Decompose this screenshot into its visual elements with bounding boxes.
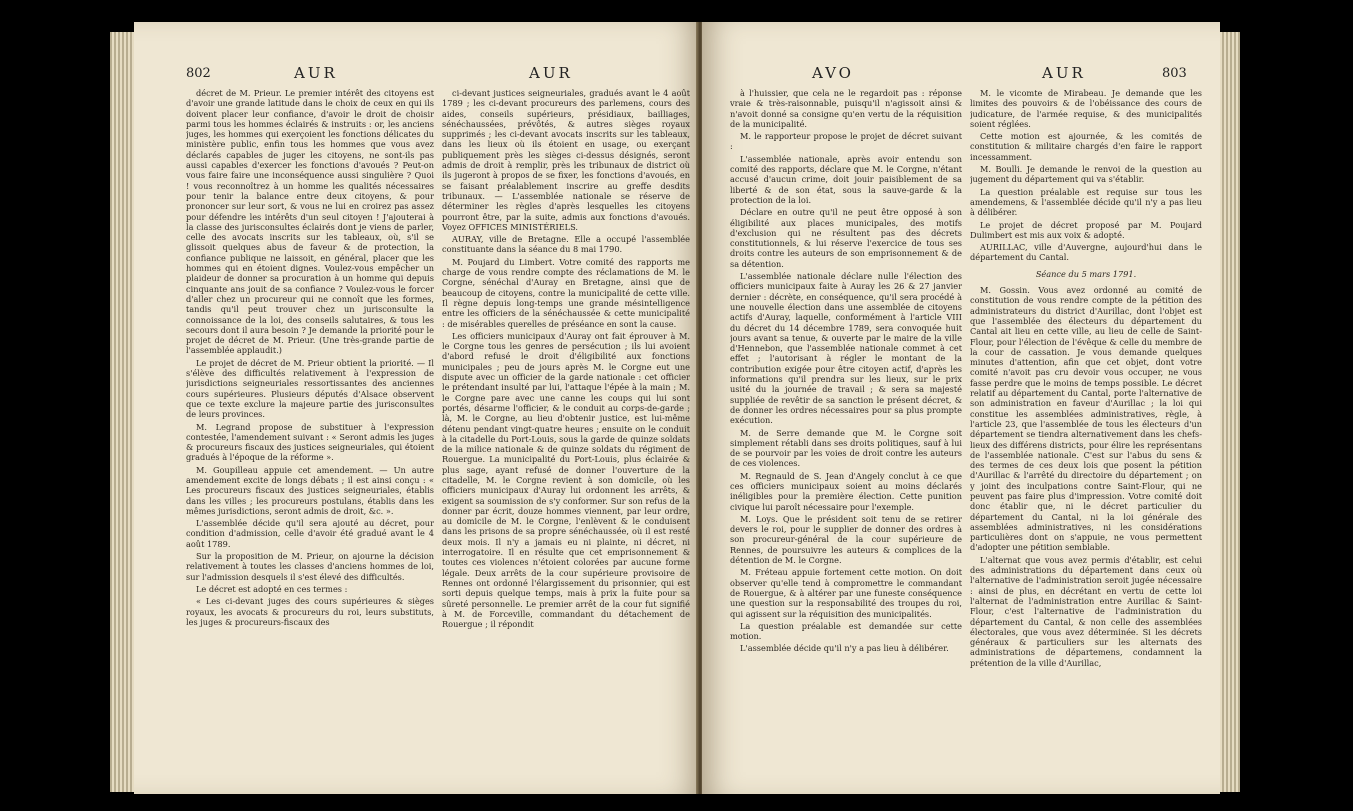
paragraph: M. Gossin. Vous avez ordonné au comité de constitution de vous rendre compte de la pétition des administrateurs du district d'Aurillac, dont l'objet est que l'assemblée des électeurs du département du Cantal ait lieu en cette ville, au lieu de celle de Saint-Flour, pour l'élection de l'évêque & celle du membre de la cour de cassation. Je vous demande quelques minutes d'attention, afin que cet objet, dont votre comité n'avoit pas cru devoir vous occuper, ne vous fasse perdre que le moins de temps possible. Le décret relatif au département du Cantal, porte l'alternative de son administration en faveur d'Aurillac ; la loi qui constitue les assemblées administratives, règle, à l'article 23, que l'assemblée de tous les électeurs d'un département se tiendra alternativement dans les chefs-lieux des différens districts, pour élire les représentans de l'assemblée nationale. C'est sur l'abus du sens & des termes de ces deux lois que posent la pétition d'Aurillac & l'arrêté du directoire du département ; on y joint des inculpations contre Saint-Flour, qui ne peuvent pas faire plus d'impression. Votre comité doit donc établir que, ni le décret particulier du département du Cantal, ni la loi générale des assemblées administratives, ni les considérations particulières dont on s'appuie, ne vous permettent d'adopter une pétition semblable.: [970, 285, 1202, 553]
paragraph: à l'huissier, que cela ne le regardoit pas : réponse vraie & très-raisonnable, puisqu'il n'agissoit ainsi & n'avoit donné sa consigne qu'en vertu de la réquisition de la municipalité.: [730, 88, 962, 129]
paragraph: La question préalable est demandée sur cette motion.: [730, 620, 962, 642]
text-column-left-2: [442, 88, 690, 788]
paragraph: AURILLAC, ville d'Auvergne, aujourd'hui dans le département du Cantal.: [970, 242, 1202, 263]
paragraph: Le décret est adopté en ces termes :: [196, 583, 348, 594]
paragraph: M. Legrand propose de substituer à l'expression contestée, l'amendement suivant : « Seront admis les juges & procureurs fiscaux des justices seigneuriales, qui étoient gradués à l'époque de la réforme ».: [186, 421, 434, 463]
paragraph: M. Loys. Que le président soit tenu de se retirer devers le roi, pour le supplier de donner des ordres à son procureur-général de la cour supérieure de Rennes, de poursuivre les auteurs & complices de la détention de M. le Corgne.: [730, 513, 962, 566]
paragraph: Les officiers municipaux d'Auray ont fait éprouver à M. le Corgne tous les genres de persécution ; ils lui avoient d'abord refusé le droit d'éligibilité aux fonctions municipales ; peu de jours après M. le Corgne eut une dispute avec un officier de la garde nationale : cet officier le prétendant insulté par lui, l'attaque l'épée à la main ; M. le Corgne pare avec une canne les coups qui lui sont portés, désarme l'officier, & le conduit au corps-de-garde ; là, M. le Corgne, au lieu d'obtenir justice, est lui-même détenu pendant vingt-quatre heures ; ensuite on le conduit à la citadelle du Port-Louis, sous la garde de quinze soldats de la milice nationale & de quinze soldats du régiment de Rouergue. La municipalité du Port-Louis, plus éclairée & plus sage, ayant refusé de donner l'ouverture de la citadelle, M. le Corgne revient à son domicile, où les officiers municipaux d'Auray lui ordonnent les arrêts, & exigent sa soumission de s'y conformer. Sur son refus de la donner par écrit, douze hommes viennent, par leur ordre, au domicile de M. le Corgne, l'enlèvent & le conduisent dans les prisons de sa propre sénéchaussée, où il est resté deux mois. Il n'y a jamais eu ni plainte, ni décret, ni interrogatoire. Il en résulte que cet emprisonnement & toutes ces violences n'étoient colorées par aucune forme légale. Deux arrêts de la cour supérieure provisoire de Rennes ont ordonné l'élargissement du prisonnier, qui est sorti depuis quelque temps, mais à prix la fuite pour sa sûreté personnelle. Le premier arrêt de la cour fut signifié à M. de Forceville, commandant du détachement de Rouergue ; il répondit: [442, 330, 690, 630]
running-head-left-col2: AUR: [529, 64, 573, 82]
paragraph: M. Fréteau appuie fortement cette motion. On doit observer qu'elle tend à compromettre le commandant de Rouergue, & à altérer par une funeste conséquence une question sur la responsabilité des troupes du roi, qui agissent sur la réquisition des municipalités.: [730, 567, 962, 619]
page-stack-left: [110, 32, 135, 792]
paragraph: L'assemblée décide qu'il sera ajouté au décret, pour condition d'admission, celle d'avoir été gradué avant le 4 août 1789.: [186, 518, 434, 549]
open-book-scan: [110, 22, 1240, 794]
page-stack-right: [1220, 32, 1240, 792]
paragraph: Sur la proposition de M. Prieur, on ajourne la décision relativement à toutes les classes d'anciens hommes de loi, sur l'admission desquels il s'est élevé des difficultés.: [186, 551, 434, 582]
paragraph: M. Boulli. Je demande le renvoi de la question au jugement du département qui va s'établir.: [970, 164, 1202, 185]
right-page: [702, 22, 1220, 794]
paragraph: M. le vicomte de Mirabeau. Je demande que les limites des pouvoirs & de l'obéissance des cours de judicature, de l'armée requise, & des municipalités soient réglées.: [970, 88, 1202, 129]
running-head-left-col1: AUR: [294, 64, 338, 82]
paragraph: ci-devant justices seigneuriales, gradués avant le 4 août 1789 ; les ci-devant procureurs des parlemens, cours des aides, conseils supérieurs, présidiaux, bailliages, sénéchaussées, prévôtés, & autres sièges royaux supprimés ; les ci-devant avocats inscrits sur les tableaux, dans les lieux où ils étoient en usage, ou exerçant publiquement près les sièges ci-dessus désignés, seront admis de droit à remplir, près les tribunaux de district où ils jugeront à propos de se fixer, les fonctions d'avoués, en se faisant préalablement inscrire au greffe desdits tribunaux. — L'assemblée nationale se réserve de déterminer les règles d'après lesquelles les citoyens pourront être, par la suite, admis aux fonctions d'avoués. Voyez OFFICES MINISTÉRIELS.: [442, 88, 690, 232]
paragraph: M. Poujard du Limbert. Votre comité des rapports me charge de vous rendre compte des réclamations de M. le Corgne, sénéchal d'Auray en Bretagne, ainsi que de beaucoup de citoyens, contre la municipalité de cette ville. Il règne depuis long-temps une grande mésintelligence entre les officiers de la sénéchaussée & cette municipalité : de misérables querelles de préséance en sont la cause.: [442, 256, 690, 329]
text-column-right-1: [730, 88, 962, 788]
paragraph: L'assemblée décide qu'il n'y a pas lieu à délibérer.: [740, 643, 949, 654]
left-page: [134, 22, 700, 794]
paragraph: L'alternat que vous avez permis d'établir, est celui des administrations du département dans ceux où l'alternative de l'administration seroit jugée nécessaire : ainsi de plus, en décrétant en vertu de cette loi l'alternat de l'administration entre Aurillac & Saint-Flour, c'est l'alternative de l'administration du département du Cantal, & non celle des assemblées électorales, que vous avez déterminée. Si les décrets généraux & particuliers sur les alternats des administrations de départemens, condamnent la prétention de la ville d'Aurillac,: [970, 554, 1202, 668]
text-column-right-2: [970, 88, 1202, 788]
page-number-left: 802: [186, 66, 211, 81]
paragraph: décret de M. Prieur. Le premier intérêt des citoyens est d'avoir une grande latitude dans le choix de ceux en qui ils doivent placer leur confiance, d'avoir le droit de choisir parmi tous les hommes éclairés & instruits : or, les anciens juges, les hommes qui exerçoient les fonctions délicates du ministère public, enfin tous les hommes que vous avez déclarés capables de juger les citoyens, ne sont-ils pas aussi capables d'exercer les fonctions d'avoués ? Peut-on vous faire faire une inconséquence aussi singulière ? Quoi ! vous reconnoîtrez à un homme les qualités nécessaires pour tenir la balance entre deux citoyens, & pour prononcer sur leur sort, & vous ne lui en croirez pas assez pour défendre les intérêts d'un seul citoyen ! J'ajouterai à la classe des jurisconsultes éclairés dont je viens de parler, celle des avocats inscrits sur les tableaux, où, s'il se glissoit quelques abus de faveur & de protection, la confiance publique ne laissoit, en général, placer que les hommes qui en étoient dignes. Voulez-vous empêcher un plaideur de donner sa procuration à un homme qui depuis cinquante ans jouit de sa confiance ? Voulez-vous le forcer d'aller chez un procureur qui ne connoît que les formes, tandis qu'il peut trouver chez un jurisconsulte la connoissance de la loi, des conseils salutaires, & tous les secours dont il aura besoin ? Je demande la priorité pour le projet de décret de M. Prieur. (Une très-grande partie de l'assemblée applaudit.): [186, 88, 434, 356]
paragraph: AURAY, ville de Bretagne. Elle a occupé l'assemblée constituante dans la séance du 8 mai 1790.: [442, 234, 690, 255]
text-column-left-1: [186, 88, 434, 788]
paragraph: M. le rapporteur propose le projet de décret suivant :: [730, 131, 962, 152]
paragraph: Déclare en outre qu'il ne peut être opposé à son éligibilité aux places municipales, des motifs d'exclusion qui ne résultent pas des décrets constitutionnels, & lui réserve l'exercice de tous ses droits contre les auteurs de son emprisonnement & de sa détention.: [730, 207, 962, 269]
paragraph: « Les ci-devant juges des cours supérieures & sièges royaux, les avocats & procureurs du roi, leurs substituts, les juges & procureurs-fiscaux des: [186, 596, 434, 627]
running-head-right-col2: AUR: [1042, 64, 1086, 82]
paragraph: M. Goupilleau appuie cet amendement. — Un autre amendement excite de longs débats ; il est ainsi conçu : « Les procureurs fiscaux des justices seigneuriales, établis dans les villes ; les procureurs postulans, établis dans les mêmes jurisdictions, seront admis de droit, &c. ».: [186, 464, 434, 516]
running-head-right-col1: AVO: [812, 64, 854, 82]
paragraph: L'assemblée nationale déclare nulle l'élection des officiers municipaux faite à Auray les 26 & 27 janvier dernier : décrète, en conséquence, qu'il sera procédé à une nouvelle élection dans une assemblée de citoyens actifs d'Auray, laquelle, conformément à l'article VIII du décret du 14 décembre 1789, sera convoquée huit jours avant sa tenue, & ouverte par le maire de la ville d'Hennebon, que l'assemblée nationale commet à cet effet ; l'autorisant à régler le montant de la contribution exigée pour être citoyen actif, d'après les informations qu'il prendra sur les lieux, sur le prix usité du la journée de travail ; & sera sa majesté suppliée de revêtir de sa sanction le présent décret, & de donner les ordres nécessaires pour sa plus prompte exécution.: [730, 271, 962, 426]
session-date: Séance du 5 mars 1791.: [1035, 268, 1137, 279]
paragraph: Le projet de décret proposé par M. Poujard Dulimbert est mis aux voix & adopté.: [970, 219, 1202, 240]
paragraph: M. de Serre demande que M. le Corgne soit simplement rétabli dans ses droits politiques, sauf à lui de se pourvoir par les voies de droit contre les auteurs de ces violences.: [730, 427, 962, 469]
paragraph: Le projet de décret de M. Prieur obtient la priorité. — Il s'élève des difficultés relativement à l'expression de jurisdictions seigneuriales ressortissantes des anciennes cours supérieures. Plusieurs députés d'Alsace observent que ce texte exclure la majeure partie des jurisconsultes de leurs provinces.: [186, 357, 434, 420]
page-number-right: 803: [1162, 66, 1187, 81]
paragraph: L'assemblée nationale, après avoir entendu son comité des rapports, déclare que M. le Corgne, n'étant accusé d'aucun crime, doit jouir paisiblement de sa liberté & de son état, sous la sauve-garde & la protection de la loi.: [730, 153, 962, 205]
paragraph: La question préalable est requise sur tous les amendemens, & l'assemblée décide qu'il n'y a pas lieu à délibérer.: [970, 186, 1202, 218]
paragraph: M. Regnauld de S. Jean d'Angely conclut à ce que ces officiers municipaux soient au moins déclarés inéligibles pour la première élection. Cette punition civique lui paroît nécessaire pour l'exemple.: [730, 470, 962, 512]
paragraph: Cette motion est ajournée, & les comités de constitution & militaire chargés d'en faire le rapport incessamment.: [970, 131, 1202, 162]
